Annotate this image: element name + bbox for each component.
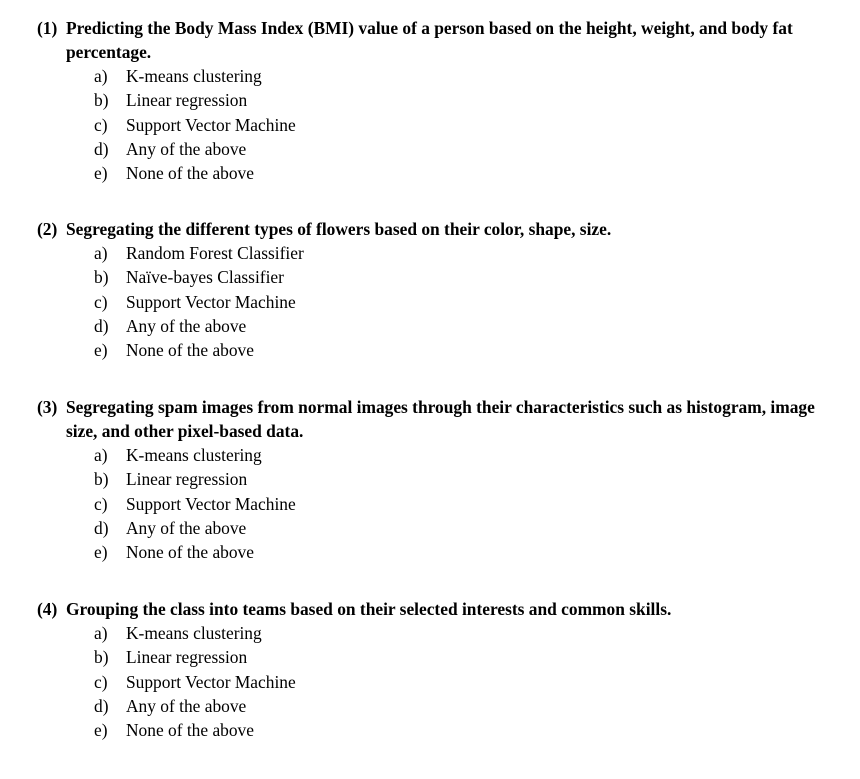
option-letter: b) (94, 647, 109, 668)
option-d (0, 516, 860, 540)
option-a (0, 443, 860, 467)
question-header (0, 597, 860, 621)
option-text: None of the above (126, 720, 254, 741)
option-d (0, 694, 860, 718)
option-text: Linear regression (126, 469, 248, 490)
question-number: (3) (37, 397, 58, 417)
option-letter: d) (94, 315, 109, 336)
option-c (0, 492, 860, 516)
option-letter: b) (94, 469, 109, 490)
option-text: K-means clustering (126, 66, 262, 86)
options-list (0, 241, 860, 362)
option-letter: c) (94, 671, 108, 692)
option-text: Support Vector Machine (126, 671, 296, 692)
option-text: Support Vector Machine (126, 291, 296, 312)
option-a (0, 621, 860, 645)
question-text: Predicting the Body Mass Index (BMI) value of a person based on the height, weight, and body fat percentage. (66, 18, 793, 62)
option-c (0, 290, 860, 314)
option-text: K-means clustering (126, 445, 262, 465)
option-a (0, 64, 860, 88)
option-letter: b) (94, 267, 109, 288)
options-list (0, 64, 860, 185)
question-1 (0, 16, 860, 185)
question-text: Grouping the class into teams based on their selected interests and common skills. (66, 599, 672, 619)
option-e (0, 161, 860, 185)
options-list (0, 621, 860, 742)
option-d (0, 137, 860, 161)
option-text: Support Vector Machine (126, 493, 296, 514)
option-letter: a) (94, 66, 108, 86)
option-c (0, 670, 860, 694)
option-text: Random Forest Classifier (126, 243, 304, 263)
question-number: (4) (37, 599, 58, 619)
question-header (0, 395, 860, 443)
option-letter: d) (94, 517, 109, 538)
option-letter: e) (94, 720, 108, 741)
question-text: Segregating the different types of flowers based on their color, shape, size. (66, 219, 612, 239)
option-text: Any of the above (126, 517, 247, 538)
option-c (0, 113, 860, 137)
option-letter: c) (94, 291, 108, 312)
question-header (0, 217, 860, 241)
option-letter: c) (94, 114, 108, 135)
option-letter: a) (94, 243, 108, 263)
option-letter: e) (94, 163, 108, 184)
option-e (0, 718, 860, 742)
option-text: Support Vector Machine (126, 114, 296, 135)
option-letter: c) (94, 493, 108, 514)
option-letter: b) (94, 90, 109, 111)
question-text: Segregating spam images from normal images through their characteristics such as histogram, image size, and other pixel-based data. (66, 397, 815, 441)
option-b (0, 645, 860, 669)
option-b (0, 88, 860, 112)
option-a (0, 241, 860, 265)
option-text: None of the above (126, 340, 254, 361)
option-b (0, 467, 860, 491)
option-text: Linear regression (126, 90, 248, 111)
question-number: (1) (37, 18, 58, 38)
option-letter: e) (94, 542, 108, 563)
option-text: Any of the above (126, 315, 247, 336)
option-e (0, 338, 860, 362)
option-letter: a) (94, 623, 108, 643)
option-letter: d) (94, 695, 109, 716)
option-text: Linear regression (126, 647, 248, 668)
option-text: K-means clustering (126, 623, 262, 643)
question-2 (0, 217, 860, 362)
option-letter: e) (94, 340, 108, 361)
option-b (0, 265, 860, 289)
question-4 (0, 597, 860, 742)
question-header (0, 16, 860, 64)
option-text: Naïve-bayes Classifier (126, 267, 284, 288)
option-text: None of the above (126, 542, 254, 563)
question-number: (2) (37, 219, 58, 239)
option-text: Any of the above (126, 138, 247, 159)
option-letter: a) (94, 445, 108, 465)
option-d (0, 314, 860, 338)
option-text: None of the above (126, 163, 254, 184)
option-letter: d) (94, 138, 109, 159)
option-e (0, 540, 860, 564)
option-text: Any of the above (126, 695, 247, 716)
options-list (0, 443, 860, 564)
question-3 (0, 395, 860, 564)
